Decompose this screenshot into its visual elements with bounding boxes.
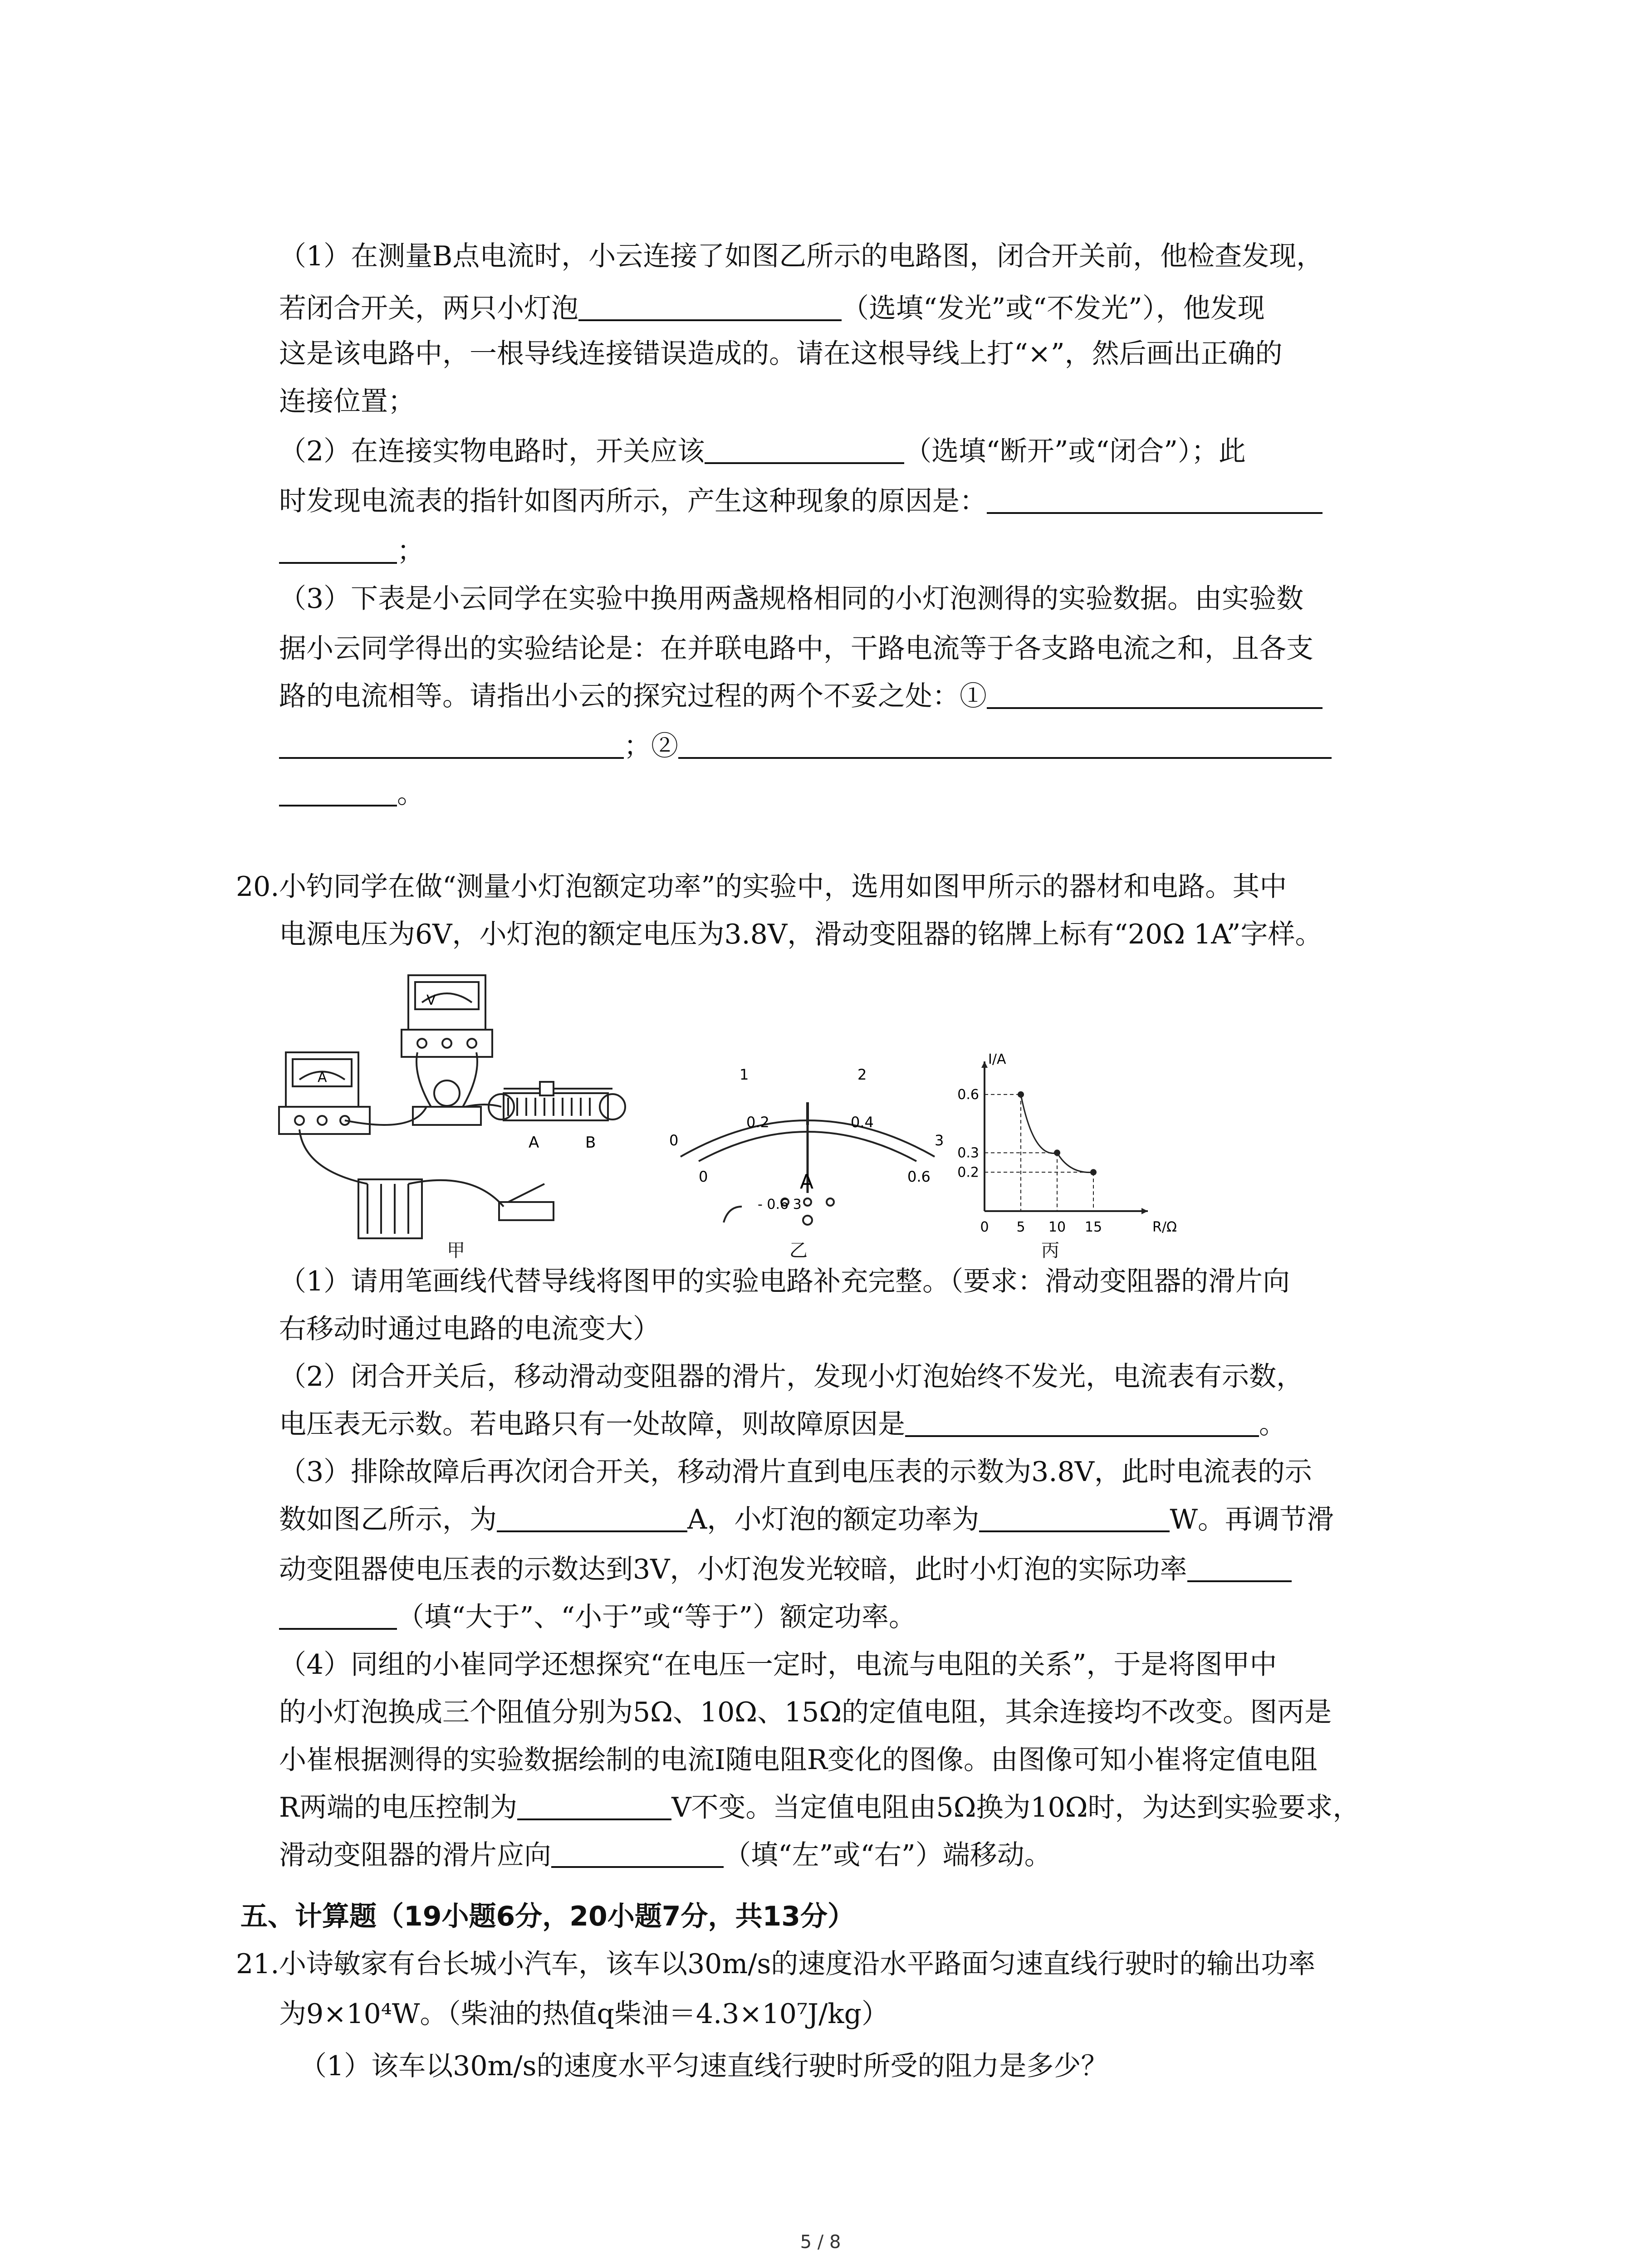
text: V不变。当定值电阻由5Ω换为10Ω时，为达到实验要求， (671, 1792, 1360, 1823)
q20-p3-line4 (279, 1599, 916, 1635)
y-axis-label: I/A (988, 1052, 1006, 1067)
q19-p3-line5 (279, 776, 424, 812)
x-tick-label: 10 (1048, 1219, 1066, 1235)
answer-blank[interactable] (497, 1503, 687, 1532)
q19-p1-line2 (279, 290, 1265, 327)
answer-blank[interactable] (279, 535, 397, 564)
q20-p4-line3: 小崔根据测得的实验数据绘制的电流I随电阻R变化的图像。由图像可知小崔将定值电阻 (279, 1744, 1318, 1776)
figure-bing-graph (944, 1052, 1180, 1243)
q19-p2-line2 (279, 483, 1323, 519)
voltmeter-label: V (426, 992, 436, 1008)
answer-blank[interactable] (705, 435, 904, 464)
x-axis-label: R/Ω (1152, 1219, 1177, 1235)
scale-bottom-3: 0.6 (907, 1168, 931, 1185)
text: （填“左”或“右”）端移动。 (724, 1839, 1052, 1871)
x-tick-label: 0 (980, 1219, 989, 1235)
answer-blank[interactable] (979, 1503, 1170, 1532)
text: 滑动变阻器的滑片应向 (279, 1839, 551, 1871)
q19-p1-line4: 连接位置； (279, 386, 415, 417)
answer-blank[interactable] (905, 1408, 1259, 1437)
text: ； (397, 535, 424, 567)
q19-p3-line3 (279, 678, 1323, 714)
rheostat-terminal-a: A (529, 1134, 539, 1152)
q20-p1-line2: 右移动时通过电路的电流变大） (279, 1313, 660, 1345)
text: R两端的电压控制为 (279, 1792, 518, 1823)
answer-blank[interactable] (551, 1839, 724, 1868)
y-tick-label: 0.6 (957, 1086, 979, 1103)
page-number: 5 / 8 (800, 2232, 841, 2253)
x-tick-label: 5 (1016, 1219, 1025, 1235)
q20-p3-line1: （3）排除故障后再次闭合开关，移动滑片直到电压表的示数为3.8V，此时电流表的示 (279, 1456, 1312, 1488)
text: （选填“断开”或“闭合”）；此 (904, 435, 1246, 467)
y-tick-label: 0.3 (957, 1145, 979, 1161)
text: （选填“发光”或“不发光”），他发现 (842, 293, 1265, 324)
text: 。 (1259, 1408, 1286, 1440)
q21-line1: 小诗敏家有台长城小汽车，该车以30m/s的速度沿水平路面匀速直线行驶时的输出功率 (279, 1948, 1316, 1980)
q19-p2-line3 (279, 533, 424, 569)
scale-top-3: 3 (935, 1132, 944, 1149)
text: 动变阻器使电压表的示数达到3V，小灯泡发光较暗，此时小灯泡的实际功率 (279, 1554, 1187, 1585)
figure-bing-caption: 丙 (1041, 1240, 1059, 1261)
ammeter-label: A (318, 1070, 327, 1085)
answer-blank[interactable] (279, 777, 397, 807)
q20-p3-line2 (279, 1501, 1334, 1538)
answer-blank[interactable] (578, 292, 842, 321)
answer-blank[interactable] (987, 485, 1323, 514)
text: 时发现电流表的指针如图丙所示，产生这种现象的原因是： (279, 485, 987, 517)
q20-p1-line1: （1）请用笔画线代替导线将图甲的实验电路补充完整。（要求：滑动变阻器的滑片向 (279, 1266, 1290, 1297)
q20-p3-line3 (279, 1551, 1292, 1588)
figure-jia-circuit (277, 957, 640, 1252)
dial-unit: A (800, 1170, 814, 1193)
text: A，小灯泡的额定功率为 (687, 1504, 980, 1535)
scale-bottom-2: 0.4 (851, 1114, 874, 1131)
answer-blank[interactable] (987, 680, 1323, 709)
scale-bottom-0: 0 (699, 1168, 708, 1185)
q20-p4-line4 (279, 1789, 1360, 1826)
answer-blank[interactable] (279, 1601, 397, 1630)
x-axis-arrow (1141, 1208, 1148, 1214)
figure-yi-ammeter-dial (644, 1057, 971, 1238)
q21-number: 21. (236, 1948, 279, 1980)
q20-intro-line1: 小钓同学在做“测量小灯泡额定功率”的实验中，选用如图甲所示的器材和电路。其中 (279, 871, 1287, 903)
q20-p2-line2 (279, 1406, 1286, 1442)
q19-p3-line2: 据小云同学得出的实验结论是：在并联电路中，干路电流等于各支路电流之和，且各支 (279, 633, 1313, 665)
answer-blank[interactable] (279, 730, 624, 759)
q20-p4-line5 (279, 1837, 1052, 1873)
q19-p1-line1: （1）在测量B点电流时，小云连接了如图乙所示的电路图，闭合开关前，他检查发现， (279, 240, 1324, 272)
text: W。再调节滑 (1170, 1504, 1334, 1535)
q20-number: 20. (236, 871, 279, 903)
scale-top-0: 0 (669, 1132, 679, 1149)
text: （2）在连接实物电路时，开关应该 (279, 435, 705, 467)
scale-top-1: 1 (740, 1066, 749, 1083)
q19-p2-line1 (279, 433, 1246, 469)
data-point (1054, 1149, 1060, 1156)
y-axis-arrow (981, 1061, 988, 1068)
answer-blank[interactable] (678, 730, 1332, 759)
q21-p1: （1）该车以30m/s的速度水平匀速直线行驶时所受的阻力是多少？ (299, 2050, 1108, 2082)
text: 数如图乙所示，为 (279, 1504, 497, 1535)
q19-p3-line1: （3）下表是小云同学在实验中换用两盏规格相同的小灯泡测得的实验数据。由实验数 (279, 583, 1304, 615)
q19-p3-line4 (279, 728, 1332, 764)
q20-p2-line1: （2）闭合开关后，移动滑动变阻器的滑片，发现小灯泡始终不发光，电流表有示数， (279, 1361, 1304, 1393)
section-five-heading: 五、计算题（19小题6分，20小题7分，共13分） (240, 1901, 855, 1932)
q19-p1-line3: 这是该电路中，一根导线连接错误造成的。请在这根导线上打“×”，然后画出正确的 (279, 338, 1283, 370)
q20-intro-line2: 电源电压为6V，小灯泡的额定电压为3.8V，滑动变阻器的铭牌上标有“20Ω 1A”字样。 (279, 919, 1323, 950)
data-point (1018, 1091, 1024, 1098)
answer-blank[interactable] (1187, 1553, 1292, 1582)
text: 电压表无示数。若电路只有一处故障，则故障原因是 (279, 1408, 905, 1440)
text: 路的电流相等。请指出小云的探究过程的两个不妥之处：① (279, 680, 987, 712)
scale-top-2: 2 (857, 1066, 867, 1083)
x-tick-label: 15 (1084, 1219, 1102, 1235)
data-point (1090, 1169, 1097, 1175)
text: ；② (624, 730, 678, 762)
text: （填“大于”、“小于”或“等于”）额定功率。 (397, 1601, 916, 1633)
scale-bottom-1: 0.2 (746, 1114, 769, 1131)
answer-blank[interactable] (517, 1791, 671, 1820)
rheostat-terminal-b: B (585, 1134, 596, 1152)
q20-p4-line1: （4）同组的小崔同学还想探究“在电压一定时，电流与电阻的关系”，于是将图甲中 (279, 1649, 1277, 1681)
q21-line2: 为9×10⁴W。（柴油的热值q柴油＝4.3×10⁷J/kg） (279, 1998, 889, 2030)
dial-terminals: - 0.6 3 (758, 1197, 802, 1212)
text: 。 (397, 778, 424, 810)
q20-p4-line2: 的小灯泡换成三个阻值分别为5Ω、10Ω、15Ω的定值电阻，其余连接均不改变。图丙是 (279, 1696, 1332, 1728)
text: 若闭合开关，两只小灯泡 (279, 293, 578, 324)
figure-jia-caption: 甲 (447, 1240, 465, 1261)
figure-yi-caption: 乙 (789, 1240, 808, 1261)
y-tick-label: 0.2 (957, 1164, 979, 1181)
